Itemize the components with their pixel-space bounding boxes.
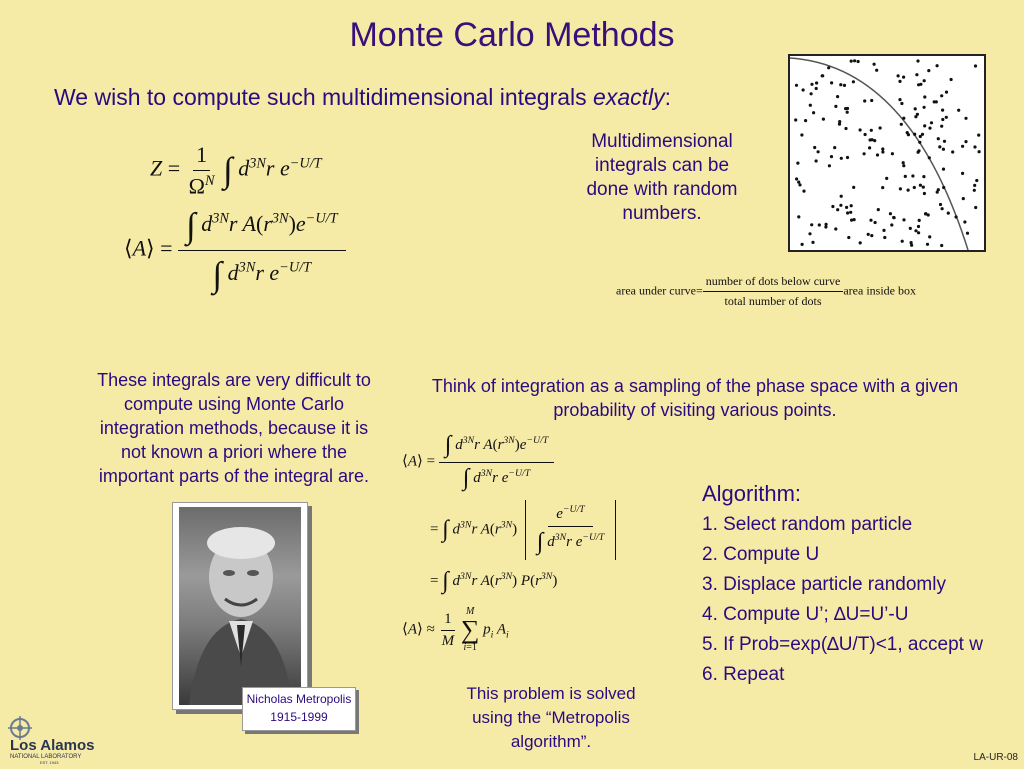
random-dot bbox=[964, 117, 967, 120]
random-dot bbox=[795, 177, 798, 180]
random-dot bbox=[923, 95, 926, 98]
random-dot bbox=[881, 147, 884, 150]
random-dot bbox=[800, 133, 803, 136]
random-dot bbox=[821, 74, 824, 77]
random-dot bbox=[864, 133, 867, 136]
random-dot bbox=[850, 204, 853, 207]
random-dot bbox=[897, 74, 900, 77]
random-dot bbox=[827, 66, 830, 69]
derivation-line-2: = ∫ $d^{3N}r$ $A(r^{3N})$ $\frac{e^{-U/T}}{\int d^{3N}r e^{-U/T}}$ bbox=[430, 500, 616, 560]
logo-est-text: EST. 1943 bbox=[40, 760, 59, 764]
random-dot bbox=[913, 133, 916, 136]
derivation-line-4: ⟨A⟩ ≈ $\frac{1}{M}$ M ∑ i=1 $p_i$ $A_i$ bbox=[402, 606, 509, 653]
subtitle-emphasis: exactly bbox=[593, 84, 665, 110]
random-dot bbox=[940, 94, 943, 97]
random-dot bbox=[974, 64, 977, 67]
random-dot bbox=[893, 216, 896, 219]
random-dot bbox=[922, 175, 925, 178]
random-dot bbox=[873, 63, 876, 66]
slide-title: Monte Carlo Methods bbox=[349, 16, 675, 54]
random-dot bbox=[900, 123, 903, 126]
random-dot bbox=[898, 80, 901, 83]
monte-carlo-dot-plot bbox=[788, 54, 986, 252]
note-sampling: Think of integration as a sampling of the phase space with a given probability of visiting various points. bbox=[431, 376, 959, 420]
random-dot bbox=[938, 145, 941, 148]
random-dot bbox=[796, 162, 799, 165]
subtitle-tail: : bbox=[664, 84, 672, 110]
random-dot bbox=[876, 153, 879, 156]
random-dot bbox=[973, 184, 976, 187]
random-dot bbox=[839, 83, 842, 86]
random-dot bbox=[853, 218, 856, 221]
random-dot bbox=[815, 87, 818, 90]
logo-mark-icon bbox=[8, 716, 98, 764]
random-dot bbox=[902, 76, 905, 79]
random-dot bbox=[797, 215, 800, 218]
random-dot bbox=[863, 152, 866, 155]
random-dot bbox=[873, 139, 876, 142]
random-dot bbox=[868, 146, 871, 149]
random-dot bbox=[843, 84, 846, 87]
random-dot bbox=[834, 105, 837, 108]
random-dot bbox=[852, 186, 855, 189]
random-dot bbox=[802, 190, 805, 193]
random-dot bbox=[844, 107, 847, 110]
random-dot bbox=[869, 219, 872, 222]
random-dot bbox=[928, 235, 931, 238]
random-dot bbox=[833, 146, 836, 149]
random-dot bbox=[836, 95, 839, 98]
portrait-frame bbox=[172, 502, 308, 710]
random-dot bbox=[824, 225, 827, 228]
random-dot bbox=[882, 229, 885, 232]
random-dot bbox=[810, 223, 813, 226]
random-dot bbox=[978, 150, 981, 153]
random-dot bbox=[847, 236, 850, 239]
random-dot bbox=[901, 240, 904, 243]
random-dot bbox=[918, 219, 921, 222]
random-dot bbox=[926, 243, 929, 246]
random-dot bbox=[942, 168, 945, 171]
random-dot bbox=[914, 107, 917, 110]
random-dot bbox=[917, 225, 920, 228]
random-dot bbox=[898, 98, 901, 101]
random-dot bbox=[928, 156, 931, 159]
random-dot bbox=[877, 208, 880, 211]
random-dot bbox=[798, 183, 801, 186]
random-dot bbox=[930, 121, 933, 124]
random-dot bbox=[947, 212, 950, 215]
random-dot bbox=[939, 203, 942, 206]
derivation-line-3: = ∫ $d^{3N}r$ $A(r^{3N})$ $P(r^{3N})$ bbox=[430, 568, 558, 594]
random-dot bbox=[899, 187, 902, 190]
random-dot bbox=[850, 60, 853, 63]
algorithm-step-3: 3. Displace particle randomly bbox=[702, 574, 946, 595]
random-dot bbox=[815, 159, 818, 162]
random-dot bbox=[904, 175, 907, 178]
equation-average-a: ⟨A⟩ = $\frac{\int d^{3N}r A(r^{3N})e^{-U/T}}{\int d^{3N}r e^{-U/T}}$ bbox=[124, 206, 346, 295]
random-dot bbox=[891, 152, 894, 155]
quarter-circle-curve bbox=[790, 58, 968, 250]
random-dot bbox=[846, 211, 849, 214]
random-dot bbox=[810, 92, 813, 95]
random-dot bbox=[973, 189, 976, 192]
random-dot bbox=[902, 117, 905, 120]
random-dot bbox=[838, 123, 841, 126]
random-dot bbox=[885, 177, 888, 180]
random-dot bbox=[915, 73, 918, 76]
random-dot bbox=[881, 150, 884, 153]
random-dot bbox=[889, 212, 892, 215]
random-dot bbox=[859, 128, 862, 131]
random-dot bbox=[907, 189, 910, 192]
random-dot bbox=[867, 233, 870, 236]
random-dot bbox=[918, 141, 921, 144]
random-dot bbox=[853, 59, 856, 62]
random-dot bbox=[881, 186, 884, 189]
random-dot bbox=[828, 164, 831, 167]
random-dot bbox=[902, 218, 905, 221]
random-dot bbox=[907, 133, 910, 136]
portrait-name: Nicholas Metropolis bbox=[246, 692, 352, 706]
random-dot bbox=[917, 151, 920, 154]
random-dot bbox=[863, 99, 866, 102]
random-dot bbox=[940, 244, 943, 247]
random-dot bbox=[883, 236, 886, 239]
random-dot bbox=[945, 116, 948, 119]
random-dot bbox=[961, 172, 964, 175]
random-dot bbox=[834, 227, 837, 230]
portrait-years: 1915-1999 bbox=[270, 710, 328, 724]
random-dot bbox=[822, 118, 825, 121]
random-dot bbox=[875, 69, 878, 72]
random-dot bbox=[840, 195, 843, 198]
random-dot bbox=[962, 197, 965, 200]
random-dot bbox=[870, 129, 873, 132]
note-random-numbers: Multidimensional integrals can be done with random numbers. bbox=[586, 131, 738, 224]
random-dot bbox=[923, 192, 926, 195]
random-dot bbox=[849, 211, 852, 214]
random-dot bbox=[818, 223, 821, 226]
portrait-caption bbox=[242, 687, 356, 731]
random-dot bbox=[910, 241, 913, 244]
random-dot bbox=[808, 232, 811, 235]
random-dot bbox=[950, 78, 953, 81]
random-dot bbox=[804, 119, 807, 122]
random-dot bbox=[844, 127, 847, 130]
random-dot bbox=[917, 231, 920, 234]
random-dot bbox=[936, 64, 939, 67]
random-dot bbox=[890, 223, 893, 226]
random-dot bbox=[830, 155, 833, 158]
random-dot bbox=[812, 111, 815, 114]
random-dot bbox=[916, 113, 919, 116]
algorithm-step-1: 1. Select random particle bbox=[702, 514, 913, 535]
random-dot bbox=[941, 118, 944, 121]
random-dot bbox=[977, 134, 980, 137]
random-dot bbox=[900, 102, 903, 105]
footer-report-code: LA-UR-08 bbox=[973, 752, 1018, 763]
random-dot bbox=[902, 164, 905, 167]
random-dot bbox=[941, 207, 944, 210]
random-dot bbox=[975, 179, 978, 182]
note-metropolis-solved: This problem is solved using the “Metropolis algorithm”. bbox=[466, 684, 636, 751]
random-dot bbox=[951, 150, 954, 153]
random-dot bbox=[937, 188, 940, 191]
random-dot bbox=[964, 140, 967, 143]
random-dot bbox=[966, 232, 969, 235]
algorithm-step-2: 2. Compute U bbox=[702, 544, 820, 565]
random-dot bbox=[840, 157, 843, 160]
random-dot bbox=[927, 213, 930, 216]
random-dot bbox=[914, 229, 917, 232]
random-dot bbox=[802, 88, 805, 91]
random-dot bbox=[923, 79, 926, 82]
random-dot bbox=[974, 206, 977, 209]
random-dot bbox=[942, 186, 945, 189]
random-dot bbox=[935, 100, 938, 103]
random-dot bbox=[869, 138, 872, 141]
area-formula bbox=[616, 274, 916, 309]
random-dot bbox=[839, 204, 842, 207]
random-dot bbox=[928, 127, 931, 130]
random-dot bbox=[922, 186, 925, 189]
random-dots bbox=[794, 59, 981, 247]
random-dot bbox=[937, 137, 940, 140]
algorithm-step-4: 4. Compute U’; ∆U=U’-U bbox=[702, 604, 909, 625]
note-difficult-integrals: These integrals are very difficult to compute using Monte Carlo integration methods, because it is not known a priori where the important parts of the integral are. bbox=[97, 370, 371, 486]
subtitle-lead: We wish to compute such multidimensional integrals bbox=[54, 84, 594, 110]
logo-brand-text: Los Alamos bbox=[10, 737, 95, 754]
algorithm-heading: Algorithm: bbox=[702, 481, 802, 506]
equation-partition-function: Z = $\frac{1}{\Omega^N}$ ∫ $d^{3N}r$ $e^{-U/T}$ bbox=[150, 142, 322, 199]
random-dot bbox=[830, 81, 833, 84]
random-dot bbox=[794, 118, 797, 121]
random-dot bbox=[857, 60, 860, 63]
random-dot bbox=[916, 59, 919, 62]
random-dot bbox=[813, 146, 816, 149]
random-dot bbox=[941, 109, 944, 112]
slide-subtitle bbox=[54, 84, 671, 111]
area-formula-numerator: number of dots below curve bbox=[703, 274, 844, 292]
algorithm-step-5: 5. If Prob=exp(∆U/T)<1, accept w bbox=[702, 634, 983, 655]
portrait-photo bbox=[179, 507, 301, 705]
area-formula-rhs: area inside box bbox=[843, 283, 916, 298]
random-dot bbox=[870, 99, 873, 102]
random-dot bbox=[795, 84, 798, 87]
random-dot bbox=[846, 156, 849, 159]
random-dot bbox=[801, 243, 804, 246]
random-dot bbox=[961, 145, 964, 148]
random-dot bbox=[879, 126, 882, 129]
random-dot bbox=[919, 135, 922, 138]
random-dot bbox=[942, 148, 945, 151]
portrait-illustration bbox=[179, 507, 301, 705]
random-dot bbox=[836, 208, 839, 211]
random-dot bbox=[923, 106, 926, 109]
random-dot bbox=[831, 205, 834, 208]
random-dot bbox=[923, 124, 926, 127]
random-dot bbox=[815, 81, 818, 84]
random-dot bbox=[852, 80, 855, 83]
random-dot bbox=[945, 91, 948, 94]
random-dot bbox=[940, 125, 943, 128]
area-formula-lhs: area under curve= bbox=[616, 283, 703, 298]
random-dot bbox=[870, 234, 873, 237]
random-dot bbox=[809, 104, 812, 107]
random-dot bbox=[911, 174, 914, 177]
random-dot bbox=[917, 83, 920, 86]
random-dot bbox=[973, 145, 976, 148]
random-dot bbox=[943, 140, 946, 143]
random-dot bbox=[810, 83, 813, 86]
random-dot bbox=[909, 227, 912, 230]
algorithm-list bbox=[702, 480, 983, 690]
random-dot bbox=[963, 220, 966, 223]
los-alamos-logo bbox=[8, 716, 98, 764]
random-dot bbox=[846, 111, 849, 114]
random-dot bbox=[874, 221, 877, 224]
random-dot bbox=[919, 184, 922, 187]
random-dot bbox=[913, 186, 916, 189]
random-dot bbox=[927, 69, 930, 72]
logo-sub-text: NATIONAL LABORATORY bbox=[10, 754, 82, 760]
random-dot bbox=[955, 215, 958, 218]
random-dot bbox=[859, 241, 862, 244]
random-dot bbox=[957, 109, 960, 112]
random-dot bbox=[845, 206, 848, 209]
derivation-line-1: ⟨A⟩ = $\frac{\int d^{3N}r A(r^{3N})e^{-U/T}}{\int d^{3N}r e^{-U/T}}$ bbox=[402, 432, 554, 492]
random-dot bbox=[811, 241, 814, 244]
random-dot bbox=[817, 150, 820, 153]
algorithm-step-6: 6. Repeat bbox=[702, 664, 785, 685]
random-dot bbox=[797, 181, 800, 184]
area-formula-denominator: total number of dots bbox=[724, 294, 822, 308]
dot-plot-svg bbox=[790, 56, 984, 250]
random-dot bbox=[902, 161, 905, 164]
